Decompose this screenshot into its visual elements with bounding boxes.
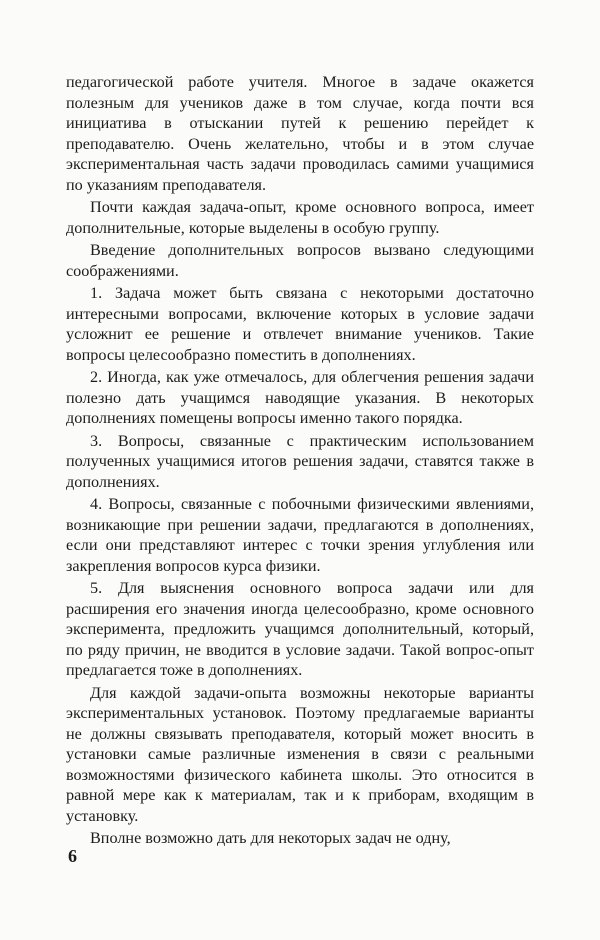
list-item-5: 5. Для выяснения основного вопроса задачи или для расширения его значения иногда целесообразно, кроме основного эксперимента, предложить учащимся дополнительный, который, по ряду причин, не вводится в условие задачи. Такой вопрос-опыт предлагается тоже в дополнениях. <box>66 579 534 679</box>
paragraph-continuation: педагогической работе учителя. Многое в задаче окажется полезным для учеников даже в том случае, когда почти вся инициатива в отыскании путей к решению перейдет к преподавателю. Очень желательно, чтобы и в этом случае экспериментальная часть задачи проводилась самими учащимися по указаниям преподавателя. <box>66 73 534 194</box>
paragraph: Для каждой задачи-опыта возможны некоторые варианты экспериментальных установок. Поэтому предлагаемые варианты не должны связывать преподавателя, который может вносить в установки самые различные изменения в связи с реальными возможностями физического кабинета школы. Это относится в равной мере как к материалам, так и к приборам, входящим в установку. <box>66 683 534 825</box>
list-item-2: 2. Иногда, как уже отмечалось, для облегчения решения задачи полезно дать учащимся наводящие указания. В некоторых дополнениях помещены вопросы именно такого порядка. <box>66 368 534 427</box>
paragraph: Вполне возможно дать для некоторых задач не одну, <box>90 829 451 847</box>
list-item-3: 3. Вопросы, связанные с практическим использованием полученных учащимися итогов решения задачи, ставятся также в дополнениях. <box>66 431 534 491</box>
page-body <box>66 72 534 849</box>
paragraph: Введение дополнительных вопросов вызвано следующими соображениями. <box>66 241 534 280</box>
page-number: 6 <box>68 846 77 866</box>
list-item-4: 4. Вопросы, связанные с побочными физическими явлениями, возникающие при решении задачи, предлагаются в дополнениях, если они представляют интерес с точки зрения углубления или закрепления вопросов курса физики. <box>66 495 534 575</box>
paragraph: Почти каждая задача-опыт, кроме основного вопроса, имеет дополнительные, которые выделены в особую группу. <box>66 198 534 237</box>
list-item-1: 1. Задача может быть связана с некоторыми достаточно интересными вопросами, включение которых в условие задачи усложнит ее решение и отвлечет внимание учеников. Такие вопросы целесообразно поместить в дополнениях. <box>66 284 534 364</box>
